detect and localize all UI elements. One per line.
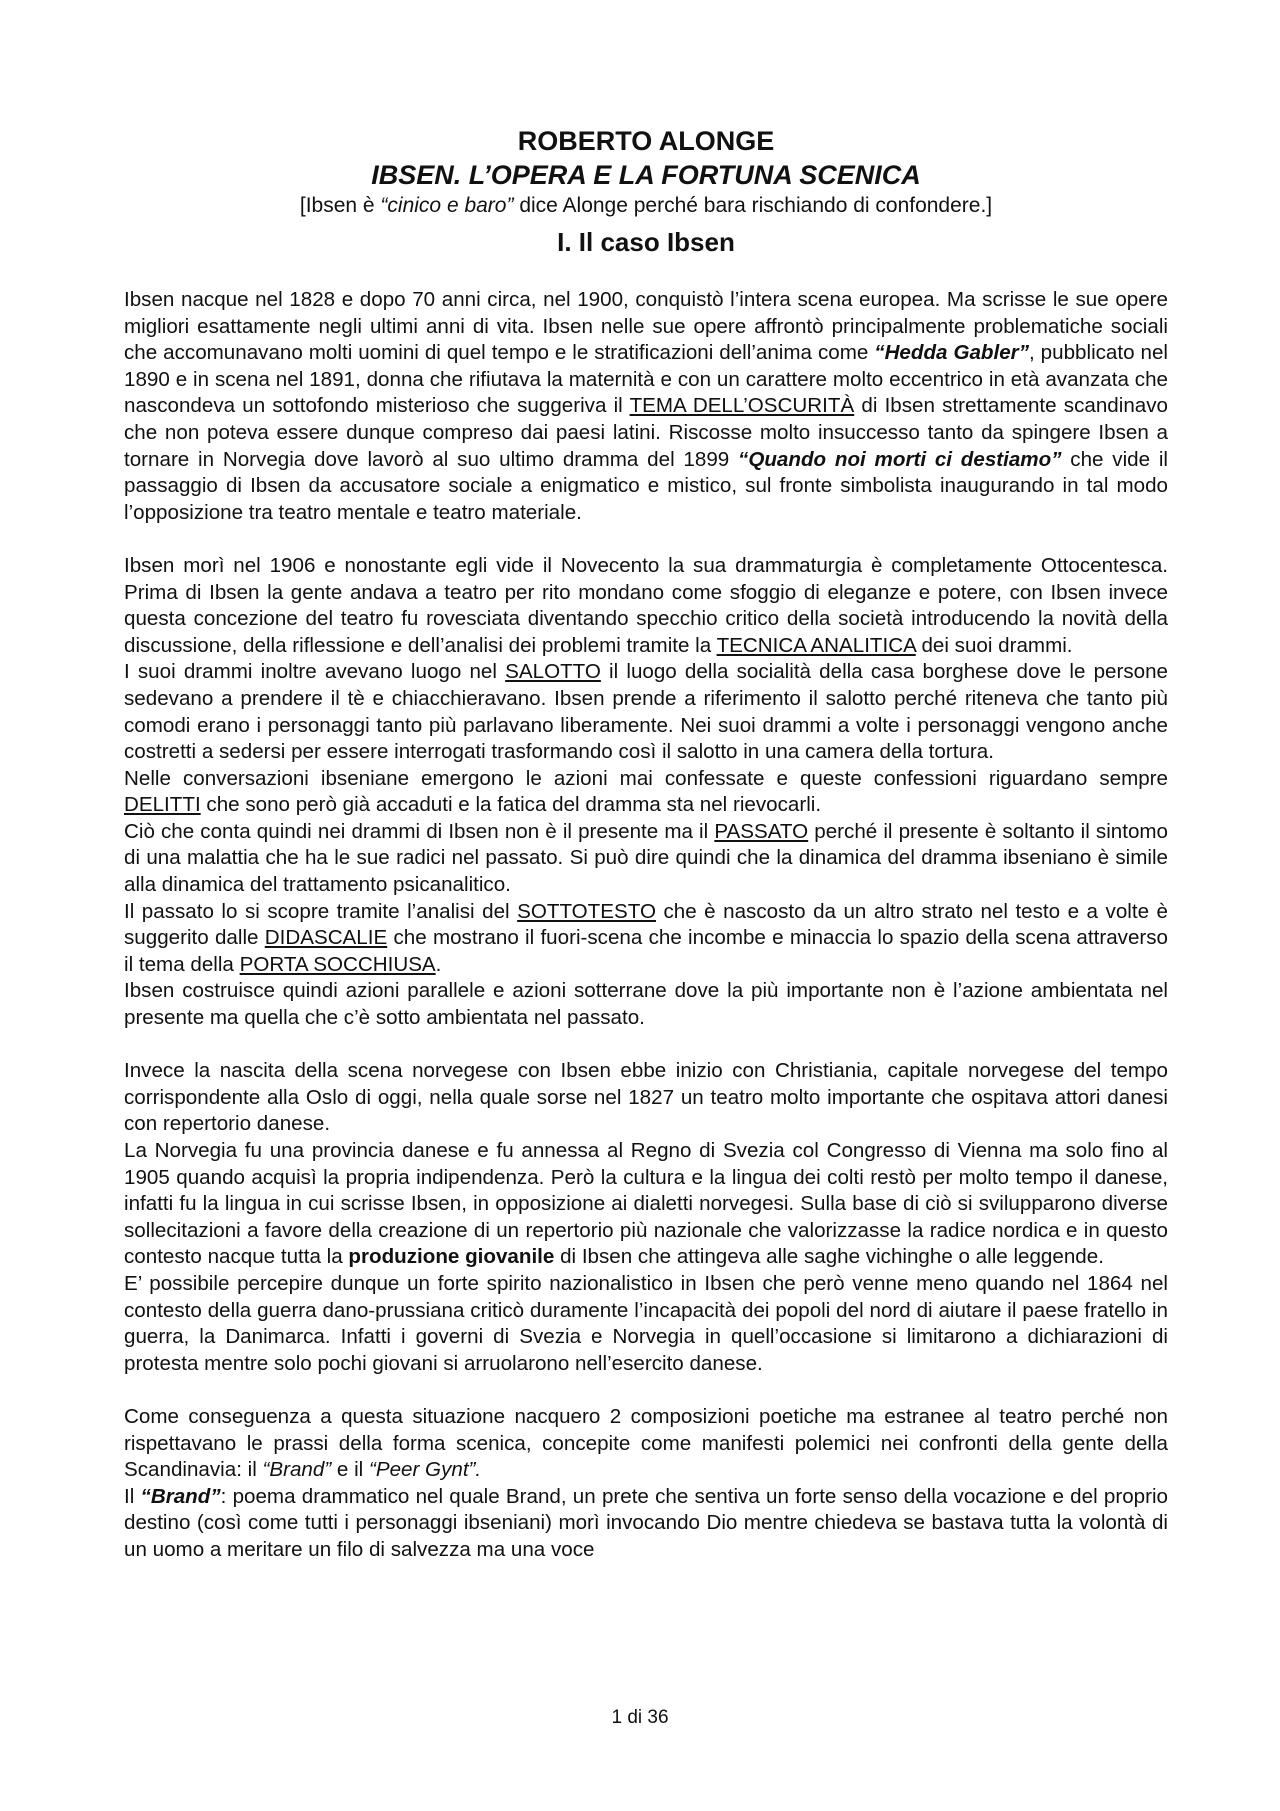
paragraph: Nelle conversazioni ibseniane emergono le azioni mai confessate e queste confessioni riguardano sempre DELITTI che sono però già accaduti e la fatica del dramma sta nel rievocarli. — [124, 766, 1168, 817]
work-title: “Hedda Gabler” — [874, 341, 1029, 365]
document-body — [124, 287, 1168, 1564]
page-number: 1 di 36 — [611, 1707, 669, 1728]
editor-note: [Ibsen è “cinico e baro” dice Alonge perché bara rischiando di confondere.] — [299, 194, 993, 217]
paragraph: Ibsen nacque nel 1828 e dopo 70 anni circa, nel 1900, conquistò l’intera scena europea. Ma scrisse le sue opere migliori esattamente negli ultimi anni di vita. Ibsen nelle sue opere affrontò principalmente problematiche sociali che accomunavano molti uomini di quel tempo e le stratificazioni dell’anima come “Hedda Gabler”, pubblicato nel 1890 e in scena nel 1891, donna che rifiutava la maternità e con un carattere molto eccentrico in età avanzata che nascondeva un sottofondo misterioso che suggeriva il TEMA DELL’OSCURITÀ di Ibsen strettamente scandinavo che non poteva essere dunque compreso dai paesi latini. Riscosse molto insuccesso tanto da spingere Ibsen a tornare in Norvegia dove lavorò al suo ultimo dramma del 1899 “Quando noi morti ci destiamo” che vide il passaggio di Ibsen da accusatore sociale a enigmatico e mistico, sul fronte simbolista inaugurando in tal modo l’opposizione tra teatro mentale e teatro materiale. — [124, 288, 1168, 524]
paragraph: Come conseguenza a questa situazione nacquero 2 composizioni poetiche ma estranee al teatro perché non rispettavano le prassi della forma scenica, concepite come manifesti polemici nei confronti della gente della Scandinavia: il “Brand” e il “Peer Gynt”. — [124, 1404, 1168, 1482]
paragraph: La Norvegia fu una provincia danese e fu annessa al Regno di Svezia col Congresso di Vienna ma solo fino al 1905 quando acquisì la propria indipendenza. Però la cultura e la lingua dei colti restò per molto tempo il danese, infatti fu la lingua in cui scrisse Ibsen, in opposizione ai dialetti norvegesi. Sulla base di ciò si svilupparono diverse sollecitazioni a favore della creazione di un repertorio più nazionale che valorizzasse la radice nordica e in questo contesto nacque tutta la produzione giovanile di Ibsen che attingeva alle saghe vichinghe o alle leggende. — [124, 1139, 1168, 1269]
paragraph: E’ possibile percepire dunque un forte spirito nazionalistico in Ibsen che però venne meno quando nel 1864 nel contesto della guerra dano-prussiana criticò duramente l’incapacità dei popoli del nord di aiutare il paese fratello in guerra, la Danimarca. Infatti i governi di Svezia e Norvegia in quell’occasione si limitarono a dichiarazioni di protesta mentre solo pochi giovani si arruolarono nell’esercito danese. — [124, 1271, 1168, 1375]
key-term: PASSATO — [714, 819, 809, 843]
document-header — [124, 124, 1168, 262]
work-title: “Brand” — [140, 1484, 221, 1508]
paragraph: Ciò che conta quindi nei drammi di Ibsen non è il presente ma il PASSATO perché il presente è soltanto il sintomo di una malattia che ha le sue radici nel passato. Si può dire quindi che la dinamica del dramma ibseniano è simile alla dinamica del trattamento psicanalitico. — [124, 819, 1169, 897]
paragraph: Invece la nascita della scena norvegese con Ibsen ebbe inizio con Christiania, capitale norvegese del tempo corrispondente alla Oslo di oggi, nella quale sorse nel 1827 un teatro molto importante che ospitava attori danesi con repertorio danese. — [124, 1059, 1168, 1136]
key-term: TECNICA ANALITICA — [716, 633, 916, 657]
key-term: PORTA SOCCHIUSA — [239, 952, 436, 976]
book-title: IBSEN. L’OPERA E LA FORTUNA SCENICA — [371, 160, 921, 190]
paragraph: Ibsen costruisce quindi azioni parallele e azioni sotterrane dove la più importante non è l’azione ambientata nel presente ma quella che c’è sotto ambientata nel passato. — [124, 979, 1168, 1030]
work-title: “Peer Gynt”. — [368, 1458, 482, 1482]
note-quote: “cinico e baro” — [380, 194, 514, 217]
key-term: SALOTTO — [505, 660, 601, 684]
key-term: DIDASCALIE — [264, 926, 388, 950]
chapter-title: I. Il caso Ibsen — [557, 227, 735, 257]
paragraph: I suoi drammi inoltre avevano luogo nel SALOTTO il luogo della socialità della casa borghese dove le persone sedevano a prendere il tè e chiacchieravano. Ibsen prende a riferimento il salotto perché riteneva che tanto più comodi erano i personaggi tanto più parlavano liberamente. Nei suoi drammi a volte i personaggi vengono anche costretti a sedersi per essere interrogati trasformando così il salotto in una camera della tortura. — [124, 660, 1168, 764]
work-title: “Quando noi morti ci destiamo” — [738, 447, 1062, 471]
document-page — [124, 124, 1168, 1564]
paragraph: Il passato lo si scopre tramite l’analisi del SOTTOTESTO che è nascosto da un altro strato nel testo e a volte è suggerito dalle DIDASCALIE che mostrano il fuori-scena che incombe e minaccia lo spazio della scena attraverso il tema della PORTA SOCCHIUSA. — [124, 899, 1169, 976]
key-term: produzione giovanile — [348, 1245, 555, 1269]
paragraph: Ibsen morì nel 1906 e nonostante egli vide il Novecento la sua drammaturgia è completamente Ottocentesca. Prima di Ibsen la gente andava a teatro per rito mondano come sfoggio di eleganze e potere, con Ibsen invece questa concezione del teatro fu rovesciata diventando specchio critico della società introducendo la novità della discussione, della riflessione e dell’analisi dei problemi tramite la TECNICA ANALITICA dei suoi drammi. — [124, 553, 1168, 657]
work-title: “Brand” — [262, 1458, 332, 1482]
author-name: ROBERTO ALONGE — [517, 126, 775, 156]
key-term: DELITTI — [124, 793, 201, 817]
paragraph: Il “Brand”: poema drammatico nel quale Brand, un prete che sentiva un forte senso della vocazione e del proprio destino (così come tutti i personaggi ibseniani) morì invocando Dio mentre chiedeva se bastava tutta la volontà di un uomo a meritare un filo di salvezza ma una voce — [124, 1484, 1168, 1561]
key-term: SOTTOTESTO — [517, 899, 656, 923]
key-term: TEMA DELL’OSCURITÀ — [629, 394, 855, 418]
